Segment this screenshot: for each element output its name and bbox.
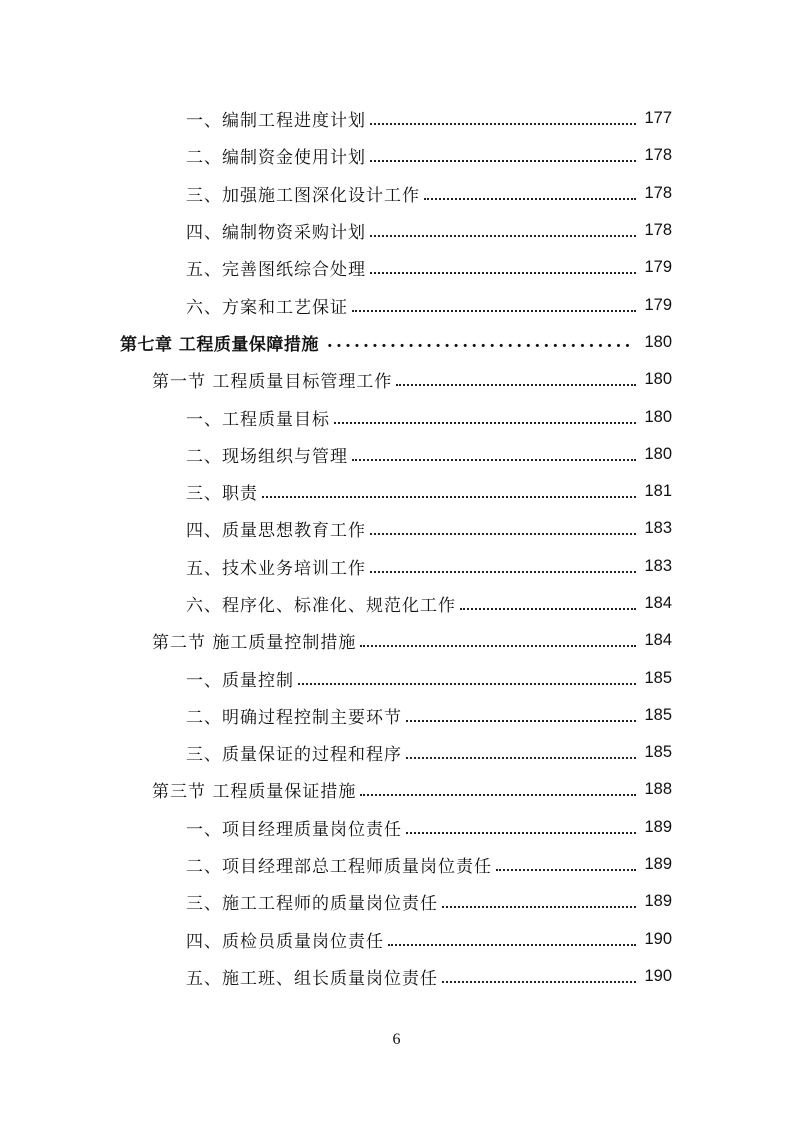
toc-entry-title: 第二节 施工质量控制措施 — [152, 633, 357, 654]
toc-entry-title: 三、施工工程师的质量岗位责任 — [186, 894, 438, 915]
toc-dot-leader — [360, 628, 636, 647]
toc-entry-page: 179 — [644, 295, 672, 314]
toc-entry-item[interactable] — [0, 734, 672, 771]
toc-dot-leader — [370, 516, 636, 535]
toc-entry-page: 190 — [644, 929, 672, 948]
toc-dot-leader — [352, 293, 636, 312]
toc-entry-page: 178 — [644, 183, 672, 202]
toc-dot-leader — [460, 591, 636, 610]
toc-entry-title: 一、工程质量目标 — [186, 409, 330, 430]
toc-dot-leader — [442, 889, 636, 908]
toc-entry-item[interactable] — [0, 100, 672, 137]
toc-entry-item[interactable] — [0, 175, 672, 212]
toc-entry-page: 183 — [644, 556, 672, 575]
toc-entry-page: 189 — [644, 892, 672, 911]
toc-dot-leader — [298, 666, 636, 685]
toc-dot-leader — [327, 332, 630, 352]
toc-entry-page: 185 — [644, 668, 672, 687]
toc-entry-title: 第一节 工程质量目标管理工作 — [152, 372, 393, 393]
toc-entry-page: 185 — [644, 705, 672, 724]
toc-dot-leader — [370, 218, 636, 237]
toc-entry-page: 185 — [644, 743, 672, 762]
toc-dot-leader — [262, 479, 636, 498]
toc-entry-title: 二、编制资金使用计划 — [186, 148, 366, 169]
toc-dot-leader — [406, 815, 636, 834]
toc-entry-item[interactable] — [0, 809, 672, 846]
toc-entry-item[interactable] — [0, 846, 672, 883]
toc-entry-chapter[interactable] — [0, 324, 672, 361]
toc-entry-section[interactable] — [0, 771, 672, 808]
toc-entry-page: 178 — [644, 221, 672, 240]
toc-entry-item[interactable] — [0, 249, 672, 286]
toc-entry-page: 189 — [644, 817, 672, 836]
toc-entry-item[interactable] — [0, 548, 672, 585]
toc-entry-page: 180 — [644, 332, 672, 351]
toc-dot-leader — [396, 367, 636, 386]
toc-entry-title: 二、明确过程控制主要环节 — [186, 707, 402, 728]
toc-dot-leader — [496, 852, 636, 871]
toc-entry-title: 一、编制工程进度计划 — [186, 111, 366, 132]
toc-entry-page: 184 — [644, 631, 672, 650]
toc-entry-item[interactable] — [0, 212, 672, 249]
toc-entry-item[interactable] — [0, 958, 672, 995]
toc-dot-leader — [334, 405, 636, 424]
toc-dot-leader — [360, 777, 636, 796]
toc-dot-leader — [352, 442, 636, 461]
toc-entry-item[interactable] — [0, 436, 672, 473]
toc-entry-item[interactable] — [0, 697, 672, 734]
toc-entry-item[interactable] — [0, 585, 672, 622]
toc-entry-title: 三、质量保证的过程和程序 — [186, 745, 402, 766]
toc-entry-item[interactable] — [0, 921, 672, 958]
toc-dot-leader — [406, 740, 636, 759]
toc-entry-page: 183 — [644, 519, 672, 538]
toc-dot-leader — [406, 703, 636, 722]
toc-entry-page: 190 — [644, 966, 672, 985]
toc-entry-page: 181 — [644, 482, 672, 501]
toc-entry-item[interactable] — [0, 398, 672, 435]
toc-entry-title: 二、项目经理部总工程师质量岗位责任 — [186, 857, 492, 878]
toc-entry-page: 179 — [644, 258, 672, 277]
toc-entry-page: 189 — [644, 855, 672, 874]
table-of-contents — [0, 100, 793, 995]
toc-entry-title: 五、施工班、组长质量岗位责任 — [186, 968, 438, 989]
toc-dot-leader — [424, 181, 636, 200]
toc-entry-page: 184 — [644, 594, 672, 612]
toc-entry-title: 四、质量思想教育工作 — [186, 521, 366, 542]
toc-entry-title: 五、技术业务培训工作 — [186, 558, 366, 579]
toc-entry-title: 一、项目经理质量岗位责任 — [186, 819, 402, 840]
toc-entry-title: 一、质量控制 — [186, 670, 294, 691]
toc-entry-item[interactable] — [0, 286, 672, 323]
page-number: 6 — [392, 1031, 401, 1048]
toc-dot-leader — [388, 927, 636, 946]
toc-dot-leader — [442, 964, 636, 983]
toc-dot-leader — [370, 255, 636, 274]
toc-dot-leader — [370, 106, 636, 125]
toc-entry-title: 三、职责 — [186, 484, 258, 505]
toc-entry-item[interactable] — [0, 137, 672, 174]
toc-entry-title: 第七章 工程质量保障措施 — [120, 334, 319, 355]
toc-entry-title: 六、方案和工艺保证 — [186, 297, 348, 318]
toc-entry-item[interactable] — [0, 510, 672, 547]
toc-entry-page: 180 — [644, 407, 672, 426]
toc-entry-page: 178 — [644, 146, 672, 165]
toc-dot-leader — [370, 143, 636, 162]
toc-entry-page: 180 — [644, 370, 672, 389]
toc-entry-page: 180 — [644, 444, 672, 463]
toc-entry-page: 188 — [644, 780, 672, 799]
toc-entry-section[interactable] — [0, 622, 672, 659]
toc-entry-title: 四、编制物资采购计划 — [186, 223, 366, 244]
toc-dot-leader — [370, 554, 636, 573]
toc-entry-title: 二、现场组织与管理 — [186, 446, 348, 467]
toc-entry-title: 第三节 工程质量保证措施 — [152, 782, 357, 803]
toc-entry-item[interactable] — [0, 883, 672, 920]
toc-entry-title: 五、完善图纸综合处理 — [186, 260, 366, 281]
toc-entry-section[interactable] — [0, 361, 672, 398]
toc-entry-page: 177 — [644, 109, 672, 128]
toc-entry-title: 三、加强施工图深化设计工作 — [186, 185, 420, 206]
toc-entry-title: 四、质检员质量岗位责任 — [186, 931, 384, 952]
toc-entry-title: 六、程序化、标准化、规范化工作 — [186, 596, 456, 616]
toc-entry-item[interactable] — [0, 659, 672, 696]
toc-entry-item[interactable] — [0, 473, 672, 510]
